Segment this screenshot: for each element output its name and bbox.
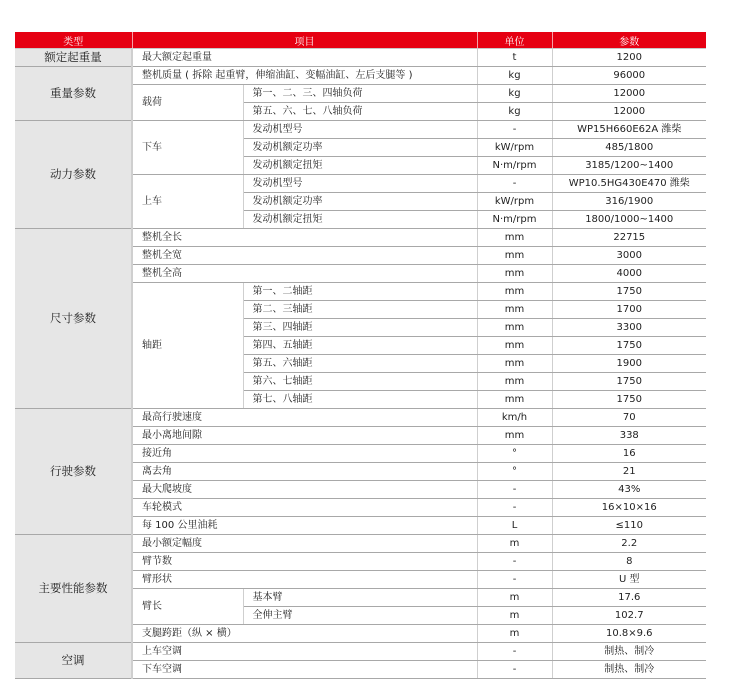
- unit: °: [477, 445, 552, 463]
- value: 21: [552, 463, 706, 481]
- subgroup-lower: 下车: [132, 121, 243, 175]
- table-row: [15, 229, 706, 247]
- item: 接近角: [132, 445, 477, 463]
- value: 1750: [552, 283, 706, 301]
- value: 3185/1200~1400: [552, 157, 706, 175]
- item: 第七、八轴距: [243, 391, 477, 409]
- value: 制热、制冷: [552, 643, 706, 661]
- unit: -: [477, 175, 552, 193]
- unit: -: [477, 553, 552, 571]
- item: 第六、七轴距: [243, 373, 477, 391]
- value: 96000: [552, 67, 706, 85]
- value: 70: [552, 409, 706, 427]
- category-ac: 空调: [15, 643, 132, 679]
- unit: mm: [477, 355, 552, 373]
- unit: kg: [477, 67, 552, 85]
- value: 1900: [552, 355, 706, 373]
- item: 离去角: [132, 463, 477, 481]
- unit: kg: [477, 85, 552, 103]
- category-size: 尺寸参数: [15, 229, 132, 409]
- value: 102.7: [552, 607, 706, 625]
- table-row: [15, 643, 706, 661]
- subgroup-load: 载荷: [132, 85, 243, 121]
- value: 3000: [552, 247, 706, 265]
- unit: mm: [477, 265, 552, 283]
- item: 整机全宽: [132, 247, 477, 265]
- value: 制热、制冷: [552, 661, 706, 679]
- table-row: [15, 409, 706, 427]
- category-rated: 额定起重量: [15, 49, 132, 67]
- value: 4000: [552, 265, 706, 283]
- item: 第四、五轴距: [243, 337, 477, 355]
- unit: -: [477, 481, 552, 499]
- item: 每 100 公里油耗: [132, 517, 477, 535]
- item: 上车空调: [132, 643, 477, 661]
- item: 第三、四轴距: [243, 319, 477, 337]
- unit: °: [477, 463, 552, 481]
- value: 22715: [552, 229, 706, 247]
- value: WP15H660E62A 潍柴: [552, 121, 706, 139]
- value: 17.6: [552, 589, 706, 607]
- value: 12000: [552, 85, 706, 103]
- item: 第五、六轴距: [243, 355, 477, 373]
- value: 16: [552, 445, 706, 463]
- category-performance: 主要性能参数: [15, 535, 132, 643]
- unit: m: [477, 589, 552, 607]
- item: 发动机额定扭矩: [243, 211, 477, 229]
- unit: mm: [477, 337, 552, 355]
- spec-table: [15, 32, 706, 679]
- value: 485/1800: [552, 139, 706, 157]
- value: 16×10×16: [552, 499, 706, 517]
- unit: mm: [477, 247, 552, 265]
- item: 最大额定起重量: [132, 49, 477, 67]
- item: 发动机型号: [243, 121, 477, 139]
- value: 1750: [552, 373, 706, 391]
- item: 整机全高: [132, 265, 477, 283]
- value: U 型: [552, 571, 706, 589]
- item: 下车空调: [132, 661, 477, 679]
- item: 第五、六、七、八轴负荷: [243, 103, 477, 121]
- unit: mm: [477, 283, 552, 301]
- item: 发动机额定扭矩: [243, 157, 477, 175]
- value: 1700: [552, 301, 706, 319]
- unit: mm: [477, 373, 552, 391]
- table-row: [15, 535, 706, 553]
- unit: m: [477, 607, 552, 625]
- unit: N·m/rpm: [477, 157, 552, 175]
- unit: kg: [477, 103, 552, 121]
- item: 第一、二、三、四轴负荷: [243, 85, 477, 103]
- value: 43%: [552, 481, 706, 499]
- item: 车轮模式: [132, 499, 477, 517]
- unit: -: [477, 121, 552, 139]
- item: 发动机额定功率: [243, 193, 477, 211]
- value: 1750: [552, 337, 706, 355]
- item: 基本臂: [243, 589, 477, 607]
- unit: -: [477, 661, 552, 679]
- table-header-row: [15, 32, 706, 49]
- value: ≤110: [552, 517, 706, 535]
- item: 发动机型号: [243, 175, 477, 193]
- unit: N·m/rpm: [477, 211, 552, 229]
- value: WP10.5HG430E470 潍柴: [552, 175, 706, 193]
- table-row: [15, 67, 706, 85]
- value: 3300: [552, 319, 706, 337]
- category-weight: 重量参数: [15, 67, 132, 121]
- item: 臂形状: [132, 571, 477, 589]
- item: 整机质量 ( 拆除 起重臂，伸缩油缸、变幅油缸、左后支腿等 ): [132, 67, 477, 85]
- subgroup-axle: 轴距: [132, 283, 243, 409]
- value: 10.8×9.6: [552, 625, 706, 643]
- value: 1800/1000~1400: [552, 211, 706, 229]
- header-item: 项目: [132, 32, 477, 49]
- item: 发动机额定功率: [243, 139, 477, 157]
- subgroup-upper: 上车: [132, 175, 243, 229]
- header-unit: 单位: [477, 32, 552, 49]
- unit: mm: [477, 319, 552, 337]
- header-type: 类型: [15, 32, 132, 49]
- unit: mm: [477, 301, 552, 319]
- item: 臂节数: [132, 553, 477, 571]
- item: 第一、二轴距: [243, 283, 477, 301]
- category-travel: 行驶参数: [15, 409, 132, 535]
- unit: mm: [477, 427, 552, 445]
- unit: -: [477, 571, 552, 589]
- unit: L: [477, 517, 552, 535]
- header-param: 参数: [552, 32, 706, 49]
- value: 12000: [552, 103, 706, 121]
- item: 最小离地间隙: [132, 427, 477, 445]
- item: 最大爬坡度: [132, 481, 477, 499]
- category-power: 动力参数: [15, 121, 132, 229]
- unit: mm: [477, 391, 552, 409]
- unit: km/h: [477, 409, 552, 427]
- unit: m: [477, 625, 552, 643]
- unit: m: [477, 535, 552, 553]
- value: 8: [552, 553, 706, 571]
- value: 316/1900: [552, 193, 706, 211]
- item: 全伸主臂: [243, 607, 477, 625]
- item: 支腿跨距（纵 × 横）: [132, 625, 477, 643]
- item: 最高行驶速度: [132, 409, 477, 427]
- unit: t: [477, 49, 552, 67]
- value: 1750: [552, 391, 706, 409]
- table-row: [15, 49, 706, 67]
- value: 2.2: [552, 535, 706, 553]
- value: 1200: [552, 49, 706, 67]
- item: 整机全长: [132, 229, 477, 247]
- unit: mm: [477, 229, 552, 247]
- unit: kW/rpm: [477, 193, 552, 211]
- subgroup-boom-length: 臂长: [132, 589, 243, 625]
- item: 第二、三轴距: [243, 301, 477, 319]
- table-row: [15, 121, 706, 139]
- unit: -: [477, 499, 552, 517]
- unit: kW/rpm: [477, 139, 552, 157]
- value: 338: [552, 427, 706, 445]
- unit: -: [477, 643, 552, 661]
- item: 最小额定幅度: [132, 535, 477, 553]
